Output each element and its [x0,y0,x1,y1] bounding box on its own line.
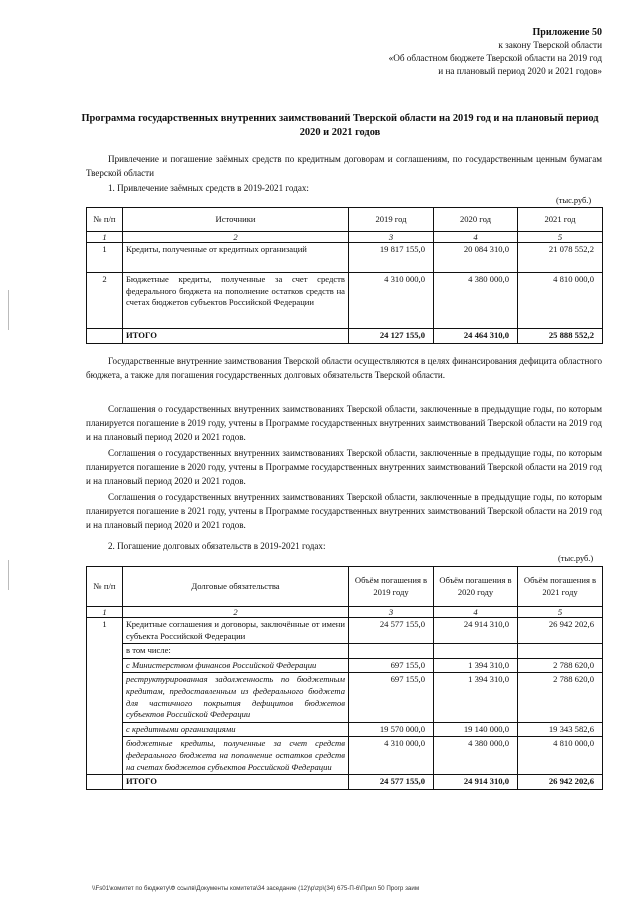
total-empty-cell [87,329,123,344]
row-value-2020: 1 394 310,0 [434,658,518,673]
total-2021: 26 942 202,6 [518,775,603,790]
section2-heading: 2. Погашение долговых обязательств в 2019-2021 годах: [108,541,326,551]
total-2019: 24 127 155,0 [349,329,434,344]
index-cell: 4 [434,607,518,618]
index-cell: 3 [349,607,434,618]
empty-cell [434,644,518,659]
table-row [87,273,603,329]
row-value-2019: 697 155,0 [349,673,434,722]
row-value-2021: 19 343 582,6 [518,722,603,737]
row-value-2021: 26 942 202,6 [518,618,603,644]
row-num: 1 [87,243,123,273]
total-2020: 24 914 310,0 [434,775,518,790]
index-cell: 2 [123,607,349,618]
total-row [87,775,603,790]
col-header-2019: 2019 год [349,208,434,232]
paragraph: Соглашения о государственных внутренних заимствованиях Тверской области, заключенные в предыдущие годы, по которым планируется погашение в 2019 году, учтены в Программе государственных внутренних заимствований Тверской области на 2019 год и на плановый период 2020 и 2021 годов. [86,404,602,442]
total-empty-cell [87,775,123,790]
total-2020: 24 464 310,0 [434,329,518,344]
row-value-2021: 21 078 552,2 [518,243,603,273]
row-name: с кредитными организациями [123,722,349,737]
col-header-name: Долговые обязательства [123,567,349,607]
col-header-num: № п/п [87,567,123,607]
table-row [87,673,603,722]
total-label: ИТОГО [123,775,349,790]
scan-artefact [8,290,9,330]
table-row [87,658,603,673]
total-2021: 25 888 552,2 [518,329,603,344]
col-header-2020: 2020 год [434,208,518,232]
total-2019: 24 577 155,0 [349,775,434,790]
row-value-2019: 4 310 000,0 [349,737,434,775]
row-value-2019: 697 155,0 [349,658,434,673]
row-num: 1 [87,618,123,775]
table-row [87,737,603,775]
table-row [87,243,603,273]
row-name: бюджетные кредиты, полученные за счет средств федерального бюджета на пополнение остатков средств на счетах бюджетов субъектов Российской Федерации [123,737,349,775]
row-value-2021: 4 810 000,0 [518,273,603,329]
total-label: ИТОГО [123,329,349,344]
table-row [87,644,603,659]
row-value-2021: 2 788 620,0 [518,658,603,673]
section1-heading: 1. Привлечение заёмных средств в 2019-2021 годах: [108,183,309,193]
row-value-2019: 24 577 155,0 [349,618,434,644]
total-row [87,329,603,344]
row-num: 2 [87,273,123,329]
empty-cell [518,644,603,659]
document-title: Программа государственных внутренних заимствований Тверской области на 2019 год и на плановый период 2020 и 2021 годов [81,113,599,138]
col-header-num: № п/п [87,208,123,232]
appendix-header [389,26,602,78]
row-value-2019: 19 817 155,0 [349,243,434,273]
row-value-2021: 2 788 620,0 [518,673,603,722]
col-header-2021: Объём погашения в 2021 году [518,567,603,607]
row-value-2020: 24 914 310,0 [434,618,518,644]
row-value-2020: 4 380 000,0 [434,273,518,329]
row-value-2021: 4 810 000,0 [518,737,603,775]
table-row [87,618,603,644]
row-name: реструктурированная задолженность по бюджетным кредитам, предоставленным из федерального бюджета для частичного покрытия дефицитов бюджетов субъектов Российской Федерации [123,673,349,722]
index-cell: 4 [434,232,518,243]
appendix-line: и на плановый период 2020 и 2021 годов» [438,66,602,76]
appendix-line: «Об областном бюджете Тверской области на 2019 год [388,53,602,63]
index-cell: 1 [87,232,123,243]
row-name: Кредиты, полученные от кредитных организаций [123,243,349,273]
section2-unit: (тыс.руб.) [558,554,594,563]
row-value-2020: 19 140 000,0 [434,722,518,737]
row-value-2019: 4 310 000,0 [349,273,434,329]
row-name: с Министерством финансов Российской Федерации [123,658,349,673]
index-cell: 3 [349,232,434,243]
row-value-2020: 20 084 310,0 [434,243,518,273]
col-header-source: Источники [123,208,349,232]
appendix-line: к закону Тверской области [498,40,602,50]
index-cell: 2 [123,232,349,243]
appendix-heading: Приложение 50 [532,27,602,38]
row-name: Бюджетные кредиты, полученные за счет средств федерального бюджета на пополнение остатков средств на счетах бюджетов субъектов Российской Федерации [123,273,349,329]
footer-file-path: \\Fs01\комитет по бюджету\Ф ссылв\Документы комитета\34 заседание (12)\p\zp\(34) 675-П-6\Прил 50 Прогр заим [92,885,420,892]
row-value-2020: 1 394 310,0 [434,673,518,722]
index-cell: 5 [518,232,603,243]
intro-paragraph: Привлечение и погашение заёмных средств по кредитным договорам и соглашениям, по государственным ценным бумагам Тверской области [86,154,602,178]
repayment-table [86,566,603,790]
paragraph: Соглашения о государственных внутренних заимствованиях Тверской области, заключенные в предыдущие годы, по которым планируется погашение в 2020 году, учтены в Программе государственных внутренних заимствований Тверской области на 2019 год и на плановый период 2020 и 2021 годов. [86,448,602,486]
paragraph: Государственные внутренние заимствования Тверской области осуществляются в целях финансирования дефицита областного бюджета, а также для погашения государственных долговых обязательств Тверской области. [86,356,602,380]
index-cell: 1 [87,607,123,618]
section1-unit: (тыс.руб.) [556,196,592,205]
paragraph: Соглашения о государственных внутренних заимствованиях Тверской области, заключенные в предыдущие годы, по которым планируется погашение в 2021 году, учтены в Программе государственных внутренних заимствований Тверской области на 2019 год и на плановый период 2020 и 2021 годов. [86,492,602,530]
table-row [87,722,603,737]
row-name: в том числе: [123,644,349,659]
empty-cell [349,644,434,659]
scan-artefact [8,560,9,590]
row-name: Кредитные соглашения и договоры, заключённые от имени субъекта Российской Федерации [123,618,349,644]
col-header-2020: Объём погашения в 2020 году [434,567,518,607]
col-header-2019: Объём погашения в 2019 году [349,567,434,607]
row-value-2019: 19 570 000,0 [349,722,434,737]
borrowing-table [86,207,603,344]
index-cell: 5 [518,607,603,618]
col-header-2021: 2021 год [518,208,603,232]
row-value-2020: 4 380 000,0 [434,737,518,775]
